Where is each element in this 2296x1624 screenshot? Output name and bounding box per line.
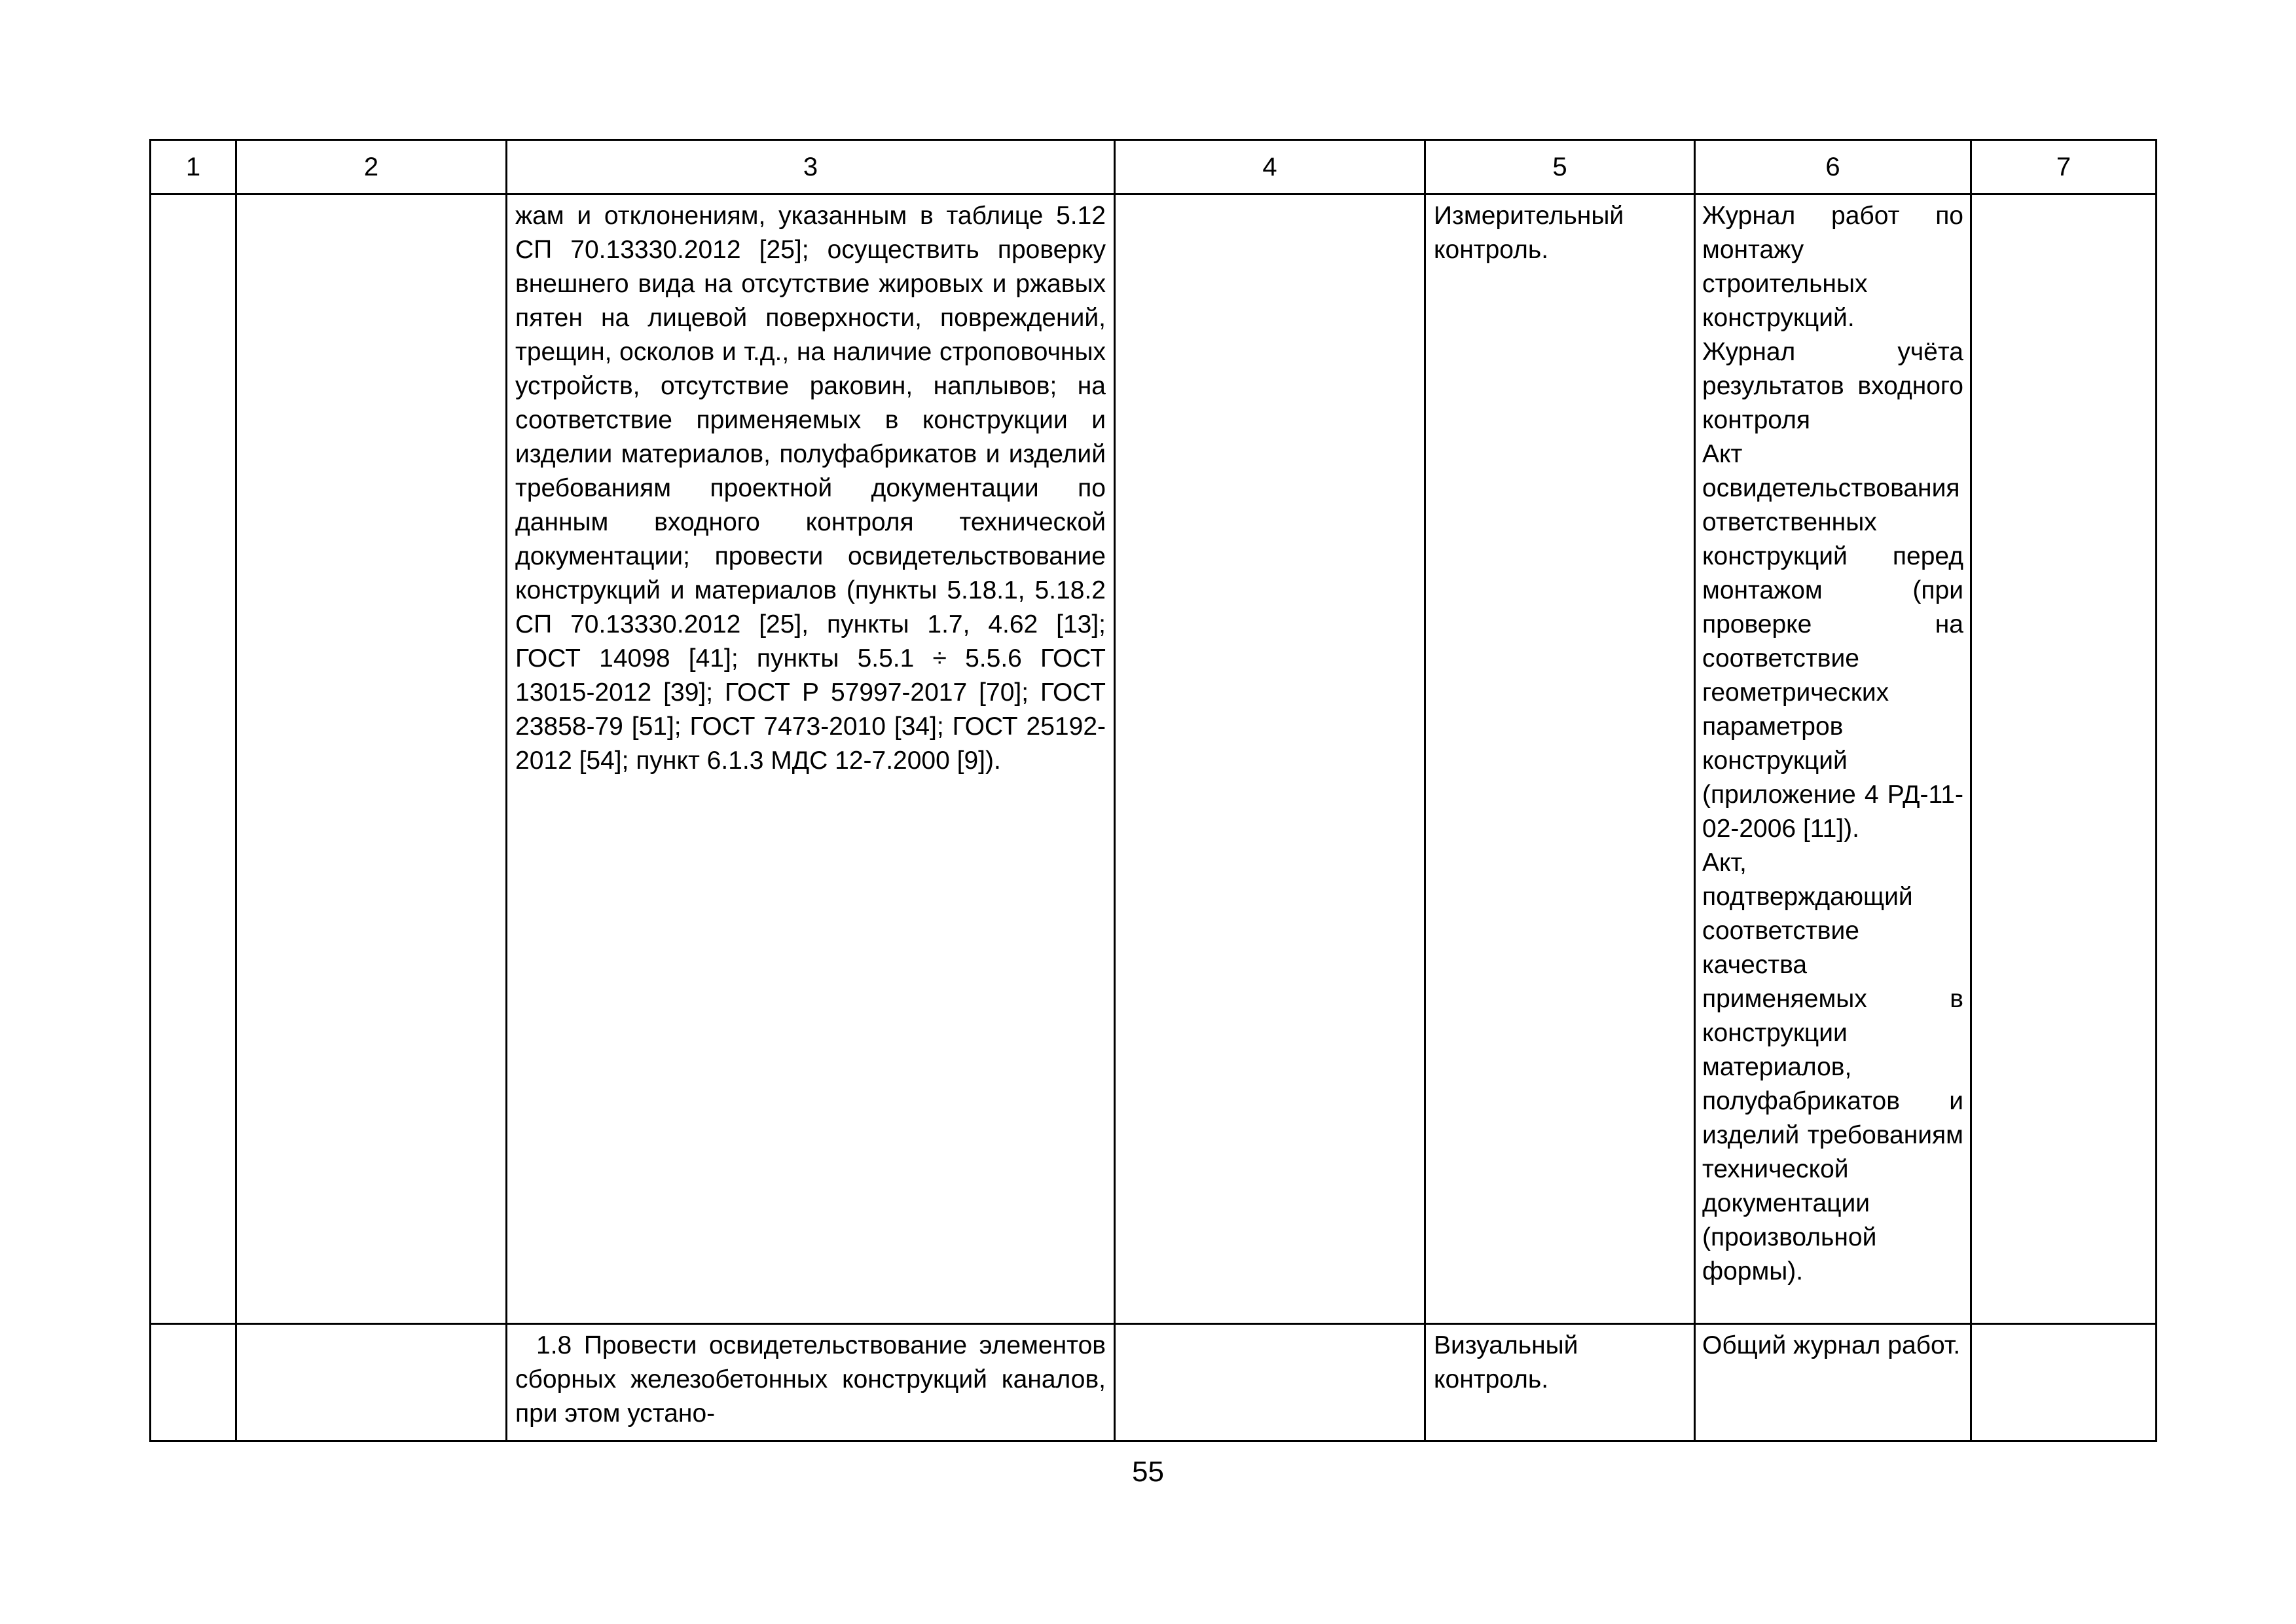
requirements-table bbox=[149, 139, 2157, 1442]
cell-col1 bbox=[151, 1324, 236, 1441]
cell-requirements bbox=[507, 1324, 1115, 1441]
table-row bbox=[151, 194, 2157, 1324]
cell-col1 bbox=[151, 194, 236, 1324]
control-type-text: Измерительный контроль. bbox=[1434, 202, 1624, 264]
column-number-4: 4 bbox=[1115, 140, 1425, 194]
requirements-text: 1.8 Провести освидетельствование элементов сборных железобетонных конструкций каналов, при этом устано- bbox=[515, 1331, 1106, 1428]
column-number-2: 2 bbox=[236, 140, 507, 194]
requirements-text: жам и отклонениям, указанным в таблице 5.12 СП 70.13330.2012 [25]; осуществить проверку внешнего вида на отсутствие жировых и ржавых пятен на лицевой поверхности, повреждений, трещин, осколов и т.д., на наличие строповочных устройств, отсутствие раковин, наплывов; на соответствие применяемых в конструкции и изделии материалов, полуфабрикатов и изделий требованиям проектной документации по данным входного контроля технической документации; провести освидетельствование конструкций и материалов (пункты 5.18.1, 5.18.2 СП 70.13330.2012 [25], пункты 1.7, 4.62 [13]; ГОСТ 14098 [41]; пункты 5.5.1 ÷ 5.5.6 ГОСТ 13015-2012 [39]; ГОСТ Р 57997-2017 [70]; ГОСТ 23858-79 [51]; ГОСТ 7473-2010 [34]; ГОСТ 25192-2012 [54]; пункт 6.1.3 МДС 12-7.2000 [9]). bbox=[515, 202, 1106, 775]
page-number: 55 bbox=[1132, 1456, 1164, 1488]
column-number-5: 5 bbox=[1425, 140, 1695, 194]
document-entry: Общий журнал работ. bbox=[1702, 1331, 1961, 1359]
documents-list bbox=[1696, 1325, 1970, 1368]
cell-control-type bbox=[1425, 194, 1695, 1324]
document-entry: Акт освидетельствования ответственных конструкций перед монтажом (при проверке на соответствие геометрических параметров конструкций (приложение 4 РД-11-02-2006 [11]). bbox=[1702, 440, 1963, 843]
cell-col2 bbox=[236, 194, 507, 1324]
cell-col4 bbox=[1115, 194, 1425, 1324]
document-entry: Журнал работ по монтажу строительных конструкций. bbox=[1702, 202, 1963, 332]
cell-requirements bbox=[507, 194, 1115, 1324]
table-row bbox=[151, 1324, 2157, 1441]
column-number-row bbox=[151, 140, 2157, 194]
document-entry: Журнал учёта результатов входного контроля bbox=[1702, 338, 1963, 434]
column-number-3: 3 bbox=[507, 140, 1115, 194]
documents-list bbox=[1696, 195, 1970, 1294]
cell-documents bbox=[1695, 1324, 1971, 1441]
cell-control-type bbox=[1425, 1324, 1695, 1441]
cell-col7 bbox=[1971, 1324, 2157, 1441]
cell-col7 bbox=[1971, 194, 2157, 1324]
cell-col2 bbox=[236, 1324, 507, 1441]
column-number-7: 7 bbox=[1971, 140, 2157, 194]
cell-documents bbox=[1695, 194, 1971, 1324]
column-number-6: 6 bbox=[1695, 140, 1971, 194]
document-entry: Акт, подтверждающий соответствие качества применяемых в конструкции материалов, полуфабрикатов и изделий требованиям технической документации (произвольной формы). bbox=[1702, 849, 1963, 1285]
control-type-text: Визуальный контроль. bbox=[1434, 1331, 1578, 1393]
column-number-1: 1 bbox=[151, 140, 236, 194]
cell-col4 bbox=[1115, 1324, 1425, 1441]
